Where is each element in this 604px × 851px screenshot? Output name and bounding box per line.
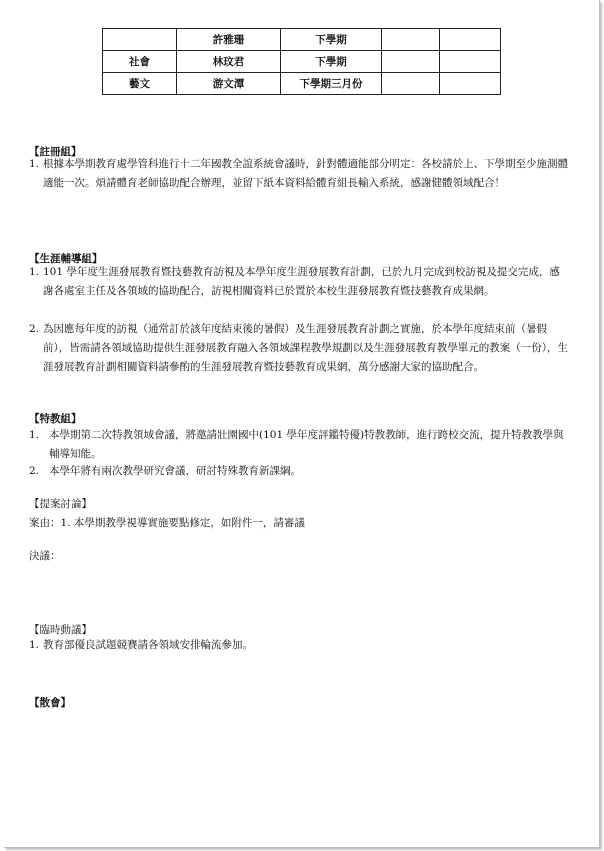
table-cell [103,29,177,51]
list-item [29,462,569,481]
item-text: 為因應每年度的訪視（通常訂於該年度結束後的暑假）及生涯發展教育計劃之實施，於本學年度結束前（暑假前），皆需請各領域協助提供生涯發展教育融入各領域課程教學規劃以及生涯發展教育教學單元的教案（一份），生涯發展教育計劃相關資料請參酌的生涯發展教育暨技藝教育成果網，萬分感謝大家的協助配合。 [43,323,568,373]
table-cell [440,51,501,73]
item-number: 2. [29,323,40,335]
item-text: 根據本學期教育處學管科進行十二年國教全誼系統會議時，針對體適能部分明定：各校請於上、下學期至少施測體適能一次。煩請體育老師協助配合辦理，並留下紙本資料給體育組長輸入系統，感謝健體領域配合！ [43,158,568,189]
item-number: 1. [29,158,40,170]
proposal-resolution: 決議： [29,550,61,562]
table-cell [440,29,501,51]
item-number: 1. [29,266,40,278]
table-cell: 下學期三月份 [281,73,382,95]
proposal-header: 【提案討論】 [29,498,92,510]
item-text: 本學期第二次特教領域會議，將邀請壯園國中(101 學年度評鑑特優)特教教師，進行跨校交流，提升特教教學與輔導知能。 [49,429,564,460]
table-cell [382,51,440,73]
table-cell: 林玟君 [177,51,281,73]
schedule-table [102,28,501,95]
item-text: 教育部優良試題競賽請各領域安排輪流參加。 [43,639,253,651]
table-row [103,51,501,73]
item-text: 101 學年度生涯發展教育暨技藝教育訪視及本學年度生涯發展教育計劃，已於九月完成到校訪視及提交完成，感謝各處室主任及各領域的協助配合，訪視相關資料已於置於本校生涯發展教育暨技藝教育成果網。 [43,266,560,297]
table-cell: 游文潭 [177,73,281,95]
list-item [29,426,569,464]
proposal-case: 案由：1. 本學期教學視導實施要點修定，如附件一，請審議 [29,517,305,529]
item-number: 1. [29,639,40,651]
registration-header: 【註冊組】 [29,146,82,158]
table-cell [382,73,440,95]
motion-header: 【臨時動議】 [29,624,92,636]
adjourn-header: 【散會】 [29,697,71,709]
item-number: 1. [29,429,40,441]
table-cell: 許雅珊 [177,29,281,51]
table-cell: 藝文 [103,73,177,95]
table-row [103,73,501,95]
table-row [103,29,501,51]
table-cell: 下學期 [281,51,382,73]
table-cell [440,73,501,95]
list-item [29,320,569,377]
document-page [4,0,600,848]
table-cell: 下學期 [281,29,382,51]
item-text: 本學年將有兩次教學研究會議，研討特殊教育新課綱。 [49,465,301,477]
special-ed-header: 【特教組】 [29,413,82,425]
list-item [29,263,569,301]
table-cell: 社會 [103,51,177,73]
list-item [29,636,569,655]
item-number: 2. [29,465,40,477]
list-item [29,155,569,193]
table-cell [382,29,440,51]
career-header: 【生涯輔導組】 [29,253,103,265]
